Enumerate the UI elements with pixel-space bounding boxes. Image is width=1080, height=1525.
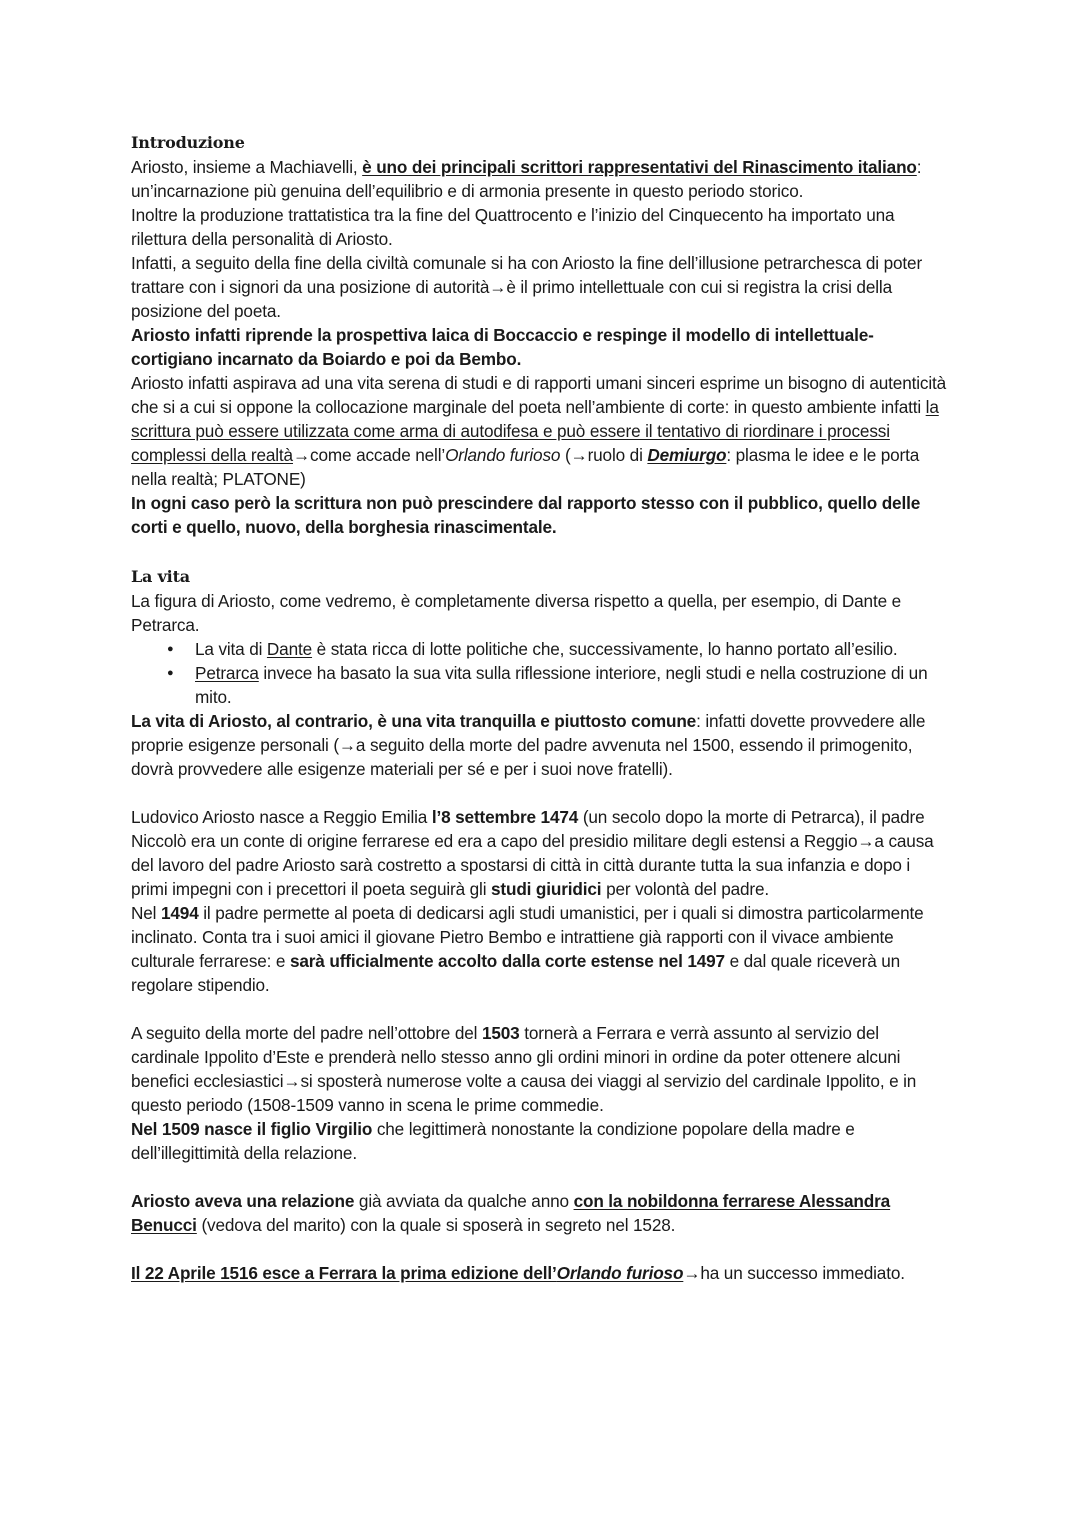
underlined-text: Petrarca (195, 663, 259, 683)
text-run: per volontà del padre. (601, 879, 770, 899)
emphasis-text: Il 22 Aprile 1516 esce a Ferrara la prima edizione dell’ (131, 1263, 557, 1283)
text-run: che legittimerà nonostante la condizione popolare della madre e dell’illegittimità della relazione. (131, 1119, 855, 1163)
bold-text: l’8 settembre 1474 (431, 807, 579, 827)
text-run: è stata ricca di lotte politiche che, successivamente, lo hanno portato all’esilio. (312, 639, 898, 659)
list-item (131, 637, 951, 661)
intro-paragraph-6: In ogni caso però la scrittura non può prescindere dal rapporto stesso con il pubblico, quello delle corti e quello, nuovo, della borghesia rinascimentale. (131, 493, 921, 537)
emphasis-text: Demiurgo (647, 445, 727, 465)
vita-paragraph-3 (131, 805, 951, 901)
text-run: tornerà a Ferrara e verrà assunto al servizio del cardinale Ippolito d’Este e prenderà nello stesso anno gli ordini minori in ordine da poter ottenere alcuni benefici ecclesiastici→si sposterà numerose volte a causa dei viaggi al servizio del cardinale Ippolito, e in questo periodo (1508-1509 vanno in scena le prime commedie. (131, 1023, 917, 1115)
text-run: A seguito della morte del padre nell’ottobre del (131, 1023, 482, 1043)
vita-paragraph-2 (131, 709, 951, 781)
vita-paragraph-4 (131, 901, 951, 997)
text-run: : plasma le idee e le porta nella realtà; PLATONE) (131, 445, 920, 489)
intro-paragraph-1 (131, 155, 951, 203)
text-run: Ariosto, insieme a Machiavelli, (131, 157, 363, 177)
spacer (131, 781, 951, 805)
intro-paragraph-5 (131, 371, 951, 491)
italic-title: Orlando furioso (445, 445, 561, 465)
intro-paragraph-3: Infatti, a seguito della fine della civiltà comunale si ha con Ariosto la fine dell’illusione petrarchesca di poter trattare con i signori da una posizione di autorità→è il primo intellettuale con cui si registra la crisi della posizione del poeta. (131, 253, 923, 321)
underlined-text: Dante (266, 639, 313, 659)
italic-title: Orlando furioso (556, 1263, 684, 1283)
text-run: : un’incarnazione più genuina dell’equilibrio e di armonia presente in questo periodo storico. (131, 157, 922, 201)
document-page (131, 131, 951, 1285)
text-run: →come accade nell’ (292, 445, 446, 465)
text-run: e dal quale riceverà un regolare stipendio. (131, 951, 901, 995)
text-run: il padre permette al poeta di dedicarsi agli studi umanistici, per i quali si dimostra particolarmente inclinato. Conta tra i suoi amici il giovane Pietro Bembo e intrattiene già rapporti con il vivace ambiente culturale ferrarese: e (131, 903, 924, 971)
bold-text: 1503 (481, 1023, 520, 1043)
text-run: →ha un successo immediato. (683, 1263, 905, 1283)
bold-text: La vita di Ariosto, al contrario, è una vita tranquilla e piuttosto comune (131, 711, 697, 731)
vita-paragraph-8 (131, 1261, 951, 1285)
text-run: : infatti dovette provvedere alle proprie esigenze personali (→a seguito della morte del padre avvenuta nel 1500, essendo il primogenito, dovrà provvedere alle esigenze materiali per sé e per i suoi nove fratelli). (131, 711, 926, 779)
vita-paragraph-7 (131, 1189, 951, 1237)
text-run: già avviata da qualche anno (354, 1191, 574, 1211)
emphasis-text: è uno dei principali scrittori rappresentativi del Rinascimento italiano (362, 157, 917, 177)
text-run: Ludovico Ariosto nasce a Reggio Emilia (131, 807, 432, 827)
bold-text: 1494 (160, 903, 199, 923)
intro-paragraph-4: Ariosto infatti riprende la prospettiva laica di Boccaccio e respinge il modello di intellettuale-cortigiano incarnato da Boiardo e poi da Bembo. (131, 325, 874, 369)
bold-text: sarà ufficialmente accolto dalla corte estense nel 1497 (289, 951, 725, 971)
spacer (131, 997, 951, 1021)
bold-text: studi giuridici (491, 879, 602, 899)
underlined-text: la scrittura può essere utilizzata come arma di autodifesa e può essere il tentativo di riordinare i processi complessi della realtà (131, 397, 939, 465)
list-item (131, 661, 951, 709)
text-run: Nel (131, 903, 161, 923)
spacer (131, 1165, 951, 1189)
spacer (131, 1237, 951, 1261)
emphasis-text: con la nobildonna ferrarese Alessandra Benucci (131, 1191, 891, 1235)
text-run: (un secolo dopo la morte di Petrarca), il padre Niccolò era un conte di origine ferrarese ed era a capo del presidio militare degli estensi a Reggio→a causa del lavoro del padre Ariosto sarà costretto a spostarsi di città in città durante tutta la sua infanzia e dopo i primi impegni con i precettori il poeta seguirà gli (131, 807, 934, 899)
text-run: invece ha basato la sua vita sulla riflessione interiore, negli studi e nella costruzione di un mito. (195, 663, 928, 707)
text-run: Ariosto infatti aspirava ad una vita serena di studi e di rapporti umani sinceri esprime un bisogno di autenticità che si a cui si oppone la collocazione marginale del poeta nell’ambiente di corte: in questo ambiente infatti (131, 373, 947, 417)
text-run: (→ruolo di (560, 445, 648, 465)
bullet-list (131, 637, 951, 709)
section-heading-la-vita: La vita (131, 567, 190, 586)
bold-text: Ariosto aveva una relazione (131, 1191, 355, 1211)
section-heading-introduzione: Introduzione (131, 133, 245, 152)
spacer (131, 539, 951, 565)
vita-paragraph-5 (131, 1021, 951, 1117)
text-run: La vita di (195, 639, 267, 659)
vita-paragraph-1: La figura di Ariosto, come vedremo, è completamente diversa rispetto a quella, per esempio, di Dante e Petrarca. (131, 591, 902, 635)
bold-text: Nel 1509 nasce il figlio Virgilio (131, 1119, 373, 1139)
text-run: (vedova del marito) con la quale si sposerà in segreto nel 1528. (196, 1215, 676, 1235)
intro-paragraph-2: Inoltre la produzione trattatistica tra la fine del Quattrocento e l’inizio del Cinquecento ha importato una rilettura della personalità di Ariosto. (131, 205, 895, 249)
vita-paragraph-6 (131, 1117, 951, 1165)
